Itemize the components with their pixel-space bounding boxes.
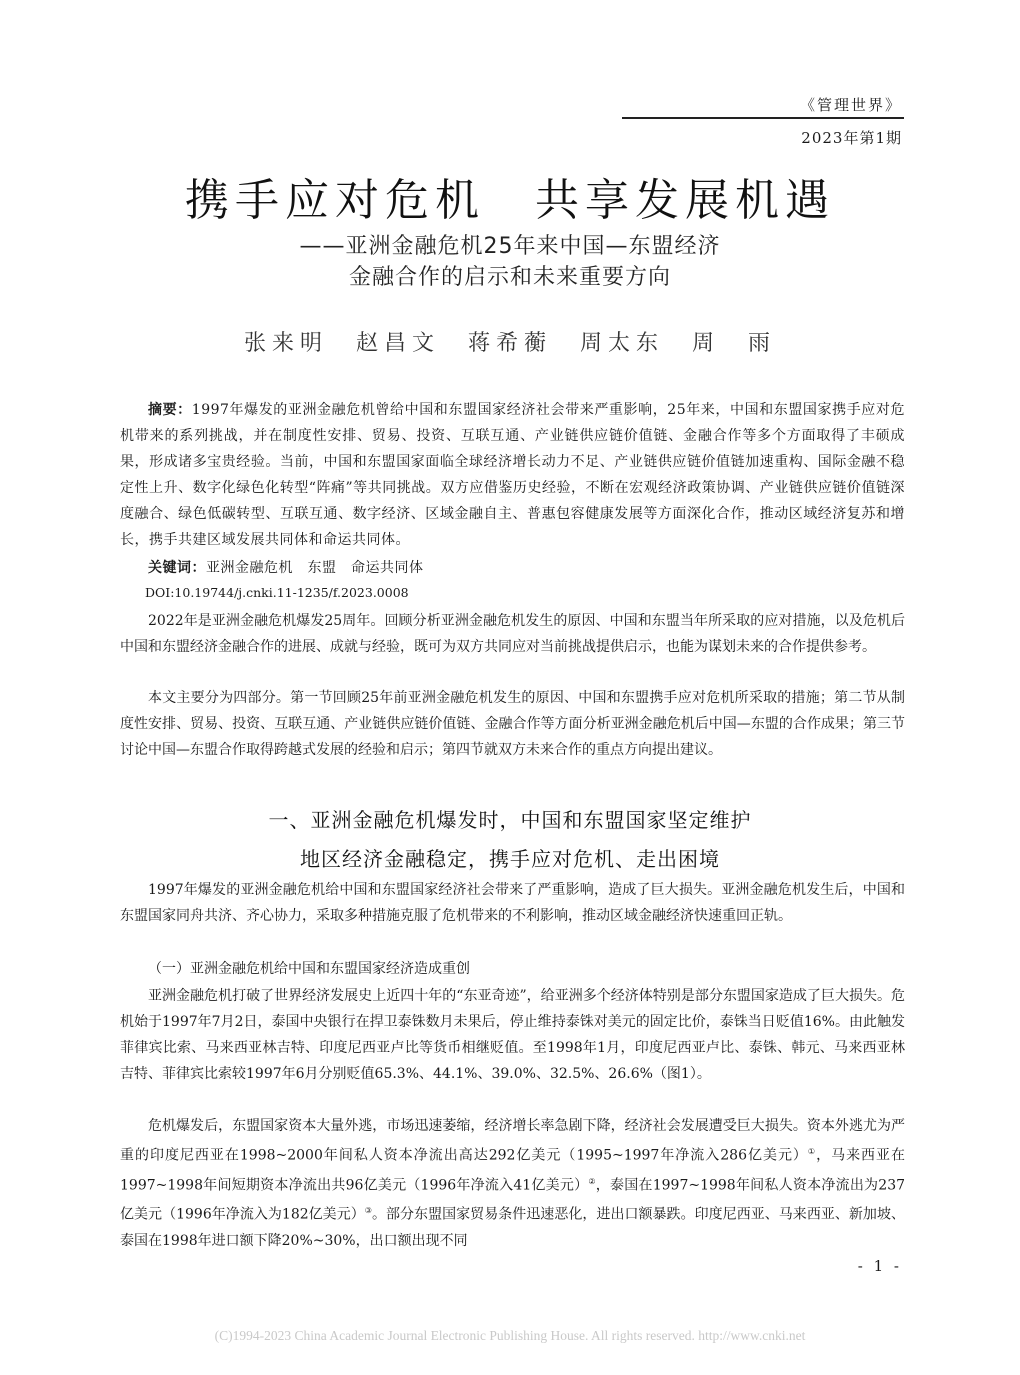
section-paragraph-1: 1997年爆发的亚洲金融危机给中国和东盟国家经济社会带来了严重影响，造成了巨大损失。亚洲金融危机发生后，中国和东盟国家同舟共济、齐心协力，采取多种措施克服了危机带来的不利影响，推动区域金融经济快速重回正轨。 xyxy=(120,882,905,924)
subtitle-line-1: ——亚洲金融危机25年来中国—东盟经济 xyxy=(299,234,721,259)
journal-name: 《管理世界》 xyxy=(799,96,902,114)
section-heading-line-2: 地区经济金融稳定，携手应对危机、走出困境 xyxy=(300,847,720,871)
footnote-marker[interactable]: ① xyxy=(807,1147,817,1156)
abstract-label: 摘要： xyxy=(148,402,192,418)
header-rule xyxy=(622,117,904,119)
footnote-marker[interactable]: ② xyxy=(588,1176,596,1186)
paragraph-text: ，泰国在1997~1998年间私人资本净流出为237亿美元（1996年净流入为182亿美元） xyxy=(120,1177,906,1223)
abstract xyxy=(120,397,905,553)
paragraph-text: 。部分东盟国家贸易条件迅速恶化，进出口额暴跌。印度尼西亚、马来西亚、新加坡、泰国在1998年进口额下降20%~30%，出口额出现不同 xyxy=(120,1206,905,1249)
footnote-marker[interactable]: ③ xyxy=(364,1206,372,1216)
copyright-footer: (C)1994-2023 China Academic Journal Electronic Publishing House. All rights reserved. http://www.cnki.net xyxy=(214,1328,806,1343)
paragraph-text: 危机爆发后，东盟国家资本大量外逃，市场迅速萎缩，经济增长率急剧下降，经济社会发展遭受巨大损失。资本外逃尤为严重的印度尼西亚在1998~2000年间私人资本净流出高达292亿美元（1995~1997年净流入286亿美元） xyxy=(120,1118,905,1164)
section-paragraph-2: 亚洲金融危机打破了世界经济发展史上近四十年的“东亚奇迹”，给亚洲多个经济体特别是部分东盟国家造成了巨大损失。危机始于1997年7月2日，泰国中央银行在捍卫泰铢数月未果后，停止维持泰铢对美元的固定比价，泰铢当日贬值16%。由此触发菲律宾比索、马来西亚林吉特、印度尼西亚卢比等货币相继贬值。至1998年1月，印度尼西亚卢比、泰铢、韩元、马来西亚林吉特、菲律宾比索较1997年6月分别贬值65.3%、44.1%、39.0%、32.5%、26.6%（图1）。 xyxy=(120,988,905,1082)
article-title: 携手应对危机 共享发展机遇 xyxy=(185,175,835,226)
abstract-text: 1997年爆发的亚洲金融危机曾给中国和东盟国家经济社会带来严重影响，25年来，中国和东盟国家携手应对危机带来的系列挑战，并在制度性安排、贸易、投资、互联互通、产业链供应链价值链、金融合作等多个方面取得了丰硕成果，形成诸多宝贵经验。当前，中国和东盟国家面临全球经济增长动力不足、产业链供应链价值链加速重构、国际金融不稳定性上升、数字化绿色化转型“阵痛”等共同挑战。双方应借鉴历史经验，不断在宏观经济政策协调、产业链供应链价值链深度融合、绿色低碳转型、互联互通、数字经济、区域金融自主、普惠包容健康发展等方面深化合作，推动区域经济复苏和增长，携手共建区域发展共同体和命运共同体。 xyxy=(120,402,905,548)
subsection-heading: （一）亚洲金融危机给中国和东盟国家经济造成重创 xyxy=(148,961,470,977)
keywords xyxy=(120,555,905,581)
subtitle-line-2: 金融合作的启示和未来重要方向 xyxy=(348,265,671,290)
issue-number: 2023年第1期 xyxy=(801,129,902,147)
authors: 张来明 赵昌文 蒋希蘅 周太东 周 雨 xyxy=(243,331,776,356)
keywords-label: 关键词： xyxy=(148,560,206,576)
section-heading-line-1: 一、亚洲金融危机爆发时，中国和东盟国家坚定维护 xyxy=(268,808,752,832)
keywords-text: 亚洲金融危机 东盟 命运共同体 xyxy=(206,560,424,576)
doi[interactable]: DOI:10.19744/j.cnki.11-1235/f.2023.0008 xyxy=(145,585,409,600)
page-number: - 1 - xyxy=(857,1257,902,1275)
intro-paragraph-2: 本文主要分为四部分。第一节回顾25年前亚洲金融危机发生的原因、中国和东盟携手应对危机所采取的措施；第二节从制度性安排、贸易、投资、互联互通、产业链供应链价值链、金融合作等方面分析亚洲金融危机后中国—东盟的合作成果；第三节讨论中国—东盟合作取得跨越式发展的经验和启示；第四节就双方未来合作的重点方向提出建议。 xyxy=(120,690,905,758)
section-paragraph-3 xyxy=(120,1113,905,1254)
intro-paragraph-1: 2022年是亚洲金融危机爆发25周年。回顾分析亚洲金融危机发生的原因、中国和东盟当年所采取的应对措施，以及危机后中国和东盟经济金融合作的进展、成就与经验，既可为双方共同应对当前挑战提供启示，也能为谋划未来的合作提供参考。 xyxy=(120,613,905,655)
paragraph-text: ，马来西亚在1997~1998年间短期资本净流出共96亿美元（1996年净流入41亿美元） xyxy=(120,1147,906,1194)
